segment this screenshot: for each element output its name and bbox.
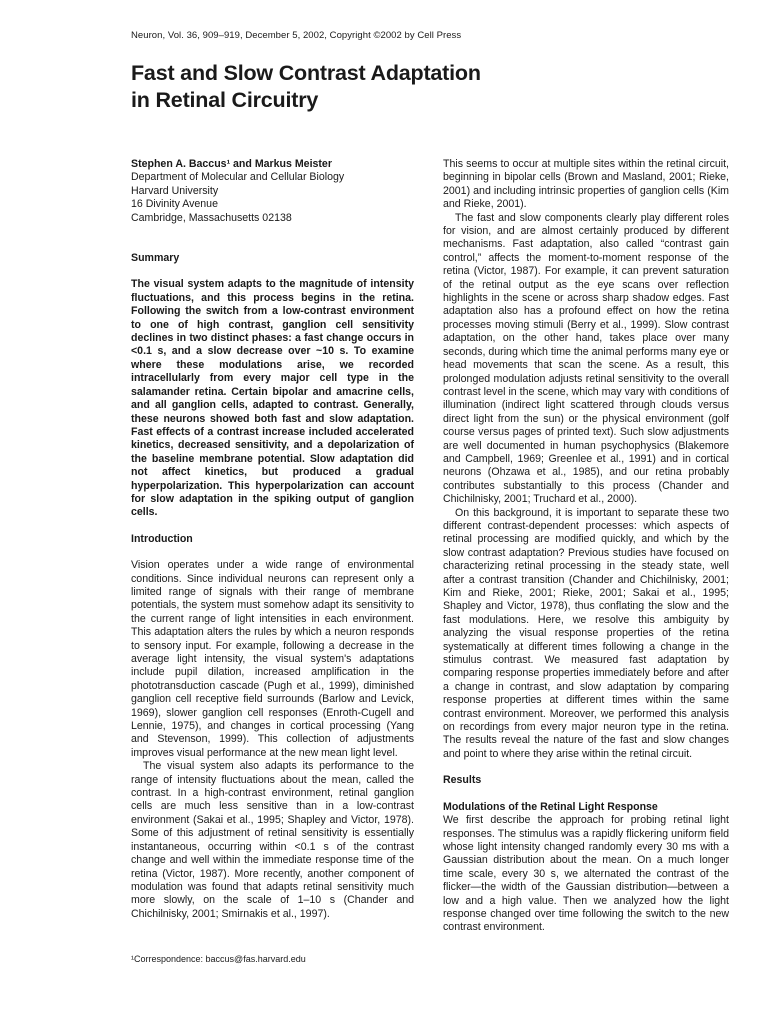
intro-paragraph-4: The fast and slow components clearly play different roles for vision, and are almost certainly produced by different mechanisms. Fast adaptation, also called “contrast gain control,” affects the moment-to-moment response of the retina (Victor, 1987). For example, it can prevent saturation of the retinal output as the eye scans over reflection highlights in the scene or across sharp shadow edges. Fast adaptation also has a profound effect on how the retina processes moving stimuli (Berry et al., 1999). Slow contrast adaptation, on the other hand, takes place over many seconds, during which time the animal performs many eye or head movements that scan the scene. As a result, this prolonged modulation adjusts retinal sensitivity to the overall contrast level in the scene, which may vary with conditions of illumination (indirect light scattered through clouds versus direct light from the sun) or the physical environment (golf course versus pages of printed text). Such slow adjustments are well documented in human psychophysics (Blakemore and Campbell, 1969; Greenlee et al., 1991) and in cortical neurons (Ohzawa et al., 1985), and our retina probably contributes substantially to this process (Chander and Chichilnisky, 2001; Truchard et al., 2000). [443,211,729,506]
results-subheading: Modulations of the Retinal Light Response [443,800,658,813]
left-column [131,158,414,921]
introduction-heading: Introduction [131,532,193,545]
correspondence-footnote: ¹Correspondence: baccus@fas.harvard.edu [131,954,306,964]
article-title [131,60,481,114]
results-paragraph-1: We first describe the approach for probing retinal light responses. The stimulus was a rapidly flickering uniform field whose light intensity changed randomly every 30 ms with a Gaussian distribution about the mean. On a much longer time scale, every 30 s, we alternated the contrast of the flicker—the width of the Gaussian distribution—between a low and a high value. Then we analyzed how the light response changed over time following the switch to the new contrast environment. [443,814,729,934]
title-line-2: in Retinal Circuitry [131,88,319,112]
intro-paragraph-5: On this background, it is important to separate these two different contrast-dependent processes: which aspects of retinal processing are modified quickly, and which by the slow contrast adaptation? Previous studies have focused on characterizing retinal processing in the steady state, well after a contrast transition (Chander and Chichilnisky, 2001; Kim and Rieke, 2001; Rieke, 2001; Sakai et al., 1995; Shapley and Victor, 1978), thus conflating the slow and the fast modulations. Here, we resolve this ambiguity by analyzing the visual response properties of the retina systematically at different times following a change in the stimulus contrast. We measured fast adaptation by comparing response properties immediately before and after a change in contrast, and slow adaptation by comparing response properties at different times within the same contrast environment. Moreover, we performed this analysis on recordings from every major neuron type in the retina. The results reveal the nature of the fast and slow changes and point to where they arise within the retinal circuit. [443,506,729,760]
title-line-1: Fast and Slow Contrast Adaptation [131,61,481,85]
affiliation-line: Department of Molecular and Cellular Biology [131,171,345,184]
summary-heading: Summary [131,252,180,265]
affiliation [131,171,414,225]
affiliation-line: Cambridge, Massachusetts 02138 [131,211,292,224]
results-heading: Results [443,774,482,787]
affiliation-line: 16 Divinity Avenue [131,198,218,211]
affiliation-line: Harvard University [131,184,219,197]
author-list: Stephen A. Baccus¹ and Markus Meister [131,158,332,170]
summary-text: The visual system adapts to the magnitude of intensity fluctuations, and this process begins in the retina. Following the switch from a low-contrast environment to one of high contrast, ganglion cell sensitivity declines in two distinct phases: a fast change occurs in <0.1 s, and a slow decrease over ~10 s. To examine where these modulations arise, we recorded intracellularly from every major cell type in the salamander retina. Certain bipolar and amacrine cells, and all ganglion cells, adapted to contrast. Generally, these neurons showed both fast and slow adaptation. Fast effects of a contrast increase included accelerated kinetics, decreased sensitivity, and a depolarization of the baseline membrane potential. Slow adaptation did not affect kinetics, but produced a gradual hyperpolarization. This hyperpolarization can account for slow adaptation in the spiking output of ganglion cells. [131,278,414,519]
journal-citation: Neuron, Vol. 36, 909–919, December 5, 2002, Copyright ©2002 by Cell Press [131,30,462,41]
right-column [443,158,729,935]
intro-paragraph-1: Vision operates under a wide range of environmental conditions. Since individual neurons can represent only a limited range of signals with their range of membrane potentials, the system must somehow adapt its sensitivity to the current range of light intensities in each environment. This adaptation alters the rules by which a neuron responds to sensory input. For example, following a decrease in the average light intensity, the visual system's adaptations include pupil dilation, increased amplification in the phototransduction cascade (Pugh et al., 1999), diminished ganglion cell receptive field surrounds (Barlow and Levick, 1969), slower ganglion cell responses (Enroth-Cugell and Lennie, 1975), and changes in cortical processing (Yang and Stevenson, 1999). This collection of adjustments improves visual performance at the new mean light level. [131,559,414,759]
intro-paragraph-2: The visual system also adapts its performance to the range of intensity fluctuations about the mean, called the contrast. In a high-contrast environment, retinal ganglion cells are much less sensitive than in a low-contrast environment (Sakai et al., 1995; Shapley and Victor, 1978). Some of this adjustment of retinal sensitivity is essentially instantaneous, occurring within <0.1 s of the contrast change and well within the immediate response time of the retina (Victor, 1987). More recently, another component of modulation was found that adapts retinal sensitivity much more slowly, on the scale of 1–10 s (Chander and Chichilnisky, 2001; Smirnakis et al., 1997). [131,760,414,920]
intro-paragraph-3: This seems to occur at multiple sites within the retinal circuit, beginning in bipolar cells (Brown and Masland, 2001; Rieke, 2001) and including intrinsic properties of ganglion cells (Kim and Rieke, 2001). [443,158,729,211]
